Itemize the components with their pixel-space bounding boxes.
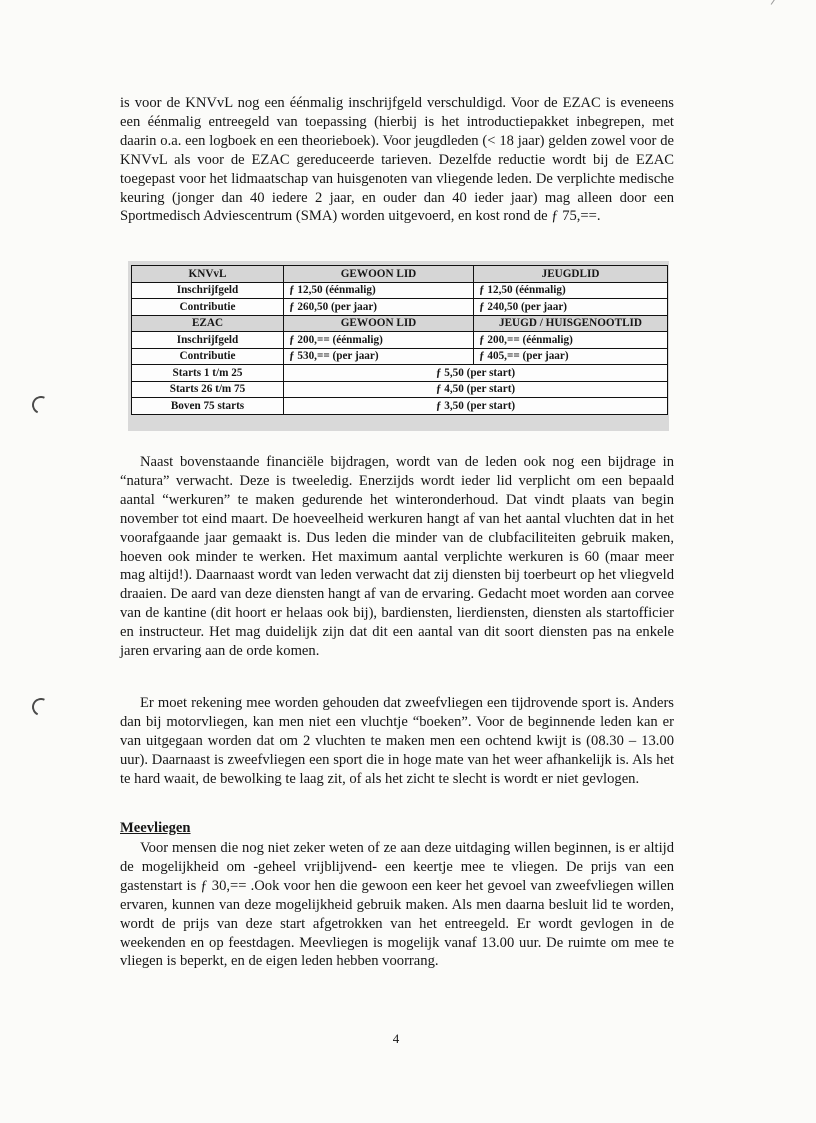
table-row-label: Starts 26 t/m 75 xyxy=(132,381,284,398)
table-row xyxy=(132,398,668,415)
table-cell: ƒ 3,50 (per start) xyxy=(284,398,668,415)
table-header-row xyxy=(132,266,668,283)
paragraph-guest-flights xyxy=(120,839,674,971)
table-row-label: Boven 75 starts xyxy=(132,398,284,415)
table-row xyxy=(132,348,668,365)
table-header-cell: GEWOON LID xyxy=(284,315,474,332)
table-row-label: Inschrijfgeld xyxy=(132,282,284,299)
table-row xyxy=(132,365,668,382)
table-cell: ƒ 12,50 (éénmalig) xyxy=(284,282,474,299)
table-cell: ƒ 5,50 (per start) xyxy=(284,365,668,382)
table-header-cell: EZAC xyxy=(132,315,284,332)
scan-mark xyxy=(771,0,791,14)
table-row xyxy=(132,299,668,316)
paragraph-fees-intro: is voor de KNVvL nog een éénmalig inschrijfgeld verschuldigd. Voor de EZAC is eveneens een éénmalig entreegeld van toepassing (hierbij is het introductiepakket inbegrepen, met daarin o.a. een logboek en een theorieboek). Voor jeugdleden (< 18 jaar) gelden zowel voor de KNVvL als voor de EZAC gereduceerde tarieven. Dezelfde reductie wordt bij de EZAC toegepast voor het lidmaatschap van huisgenoten van vliegende leden. De verplichte medische keuring (jonger dan 40 iedere 2 jaar, en ouder dan 40 ieder jaar) mag alleen door een Sportmedisch Adviescentrum (SMA) worden uitgevoerd, en kost rond de ƒ 75,==. xyxy=(120,95,674,225)
table-cell: ƒ 260,50 (per jaar) xyxy=(284,299,474,316)
table-cell: ƒ 200,== (éénmalig) xyxy=(284,332,474,349)
fee-table xyxy=(128,261,669,431)
table-cell: ƒ 405,== (per jaar) xyxy=(474,348,668,365)
table-header-row xyxy=(132,315,668,332)
table-row-label: Contributie xyxy=(132,348,284,365)
punch-hole xyxy=(29,695,52,718)
table-cell: ƒ 240,50 (per jaar) xyxy=(474,299,668,316)
table-header-cell: JEUGDLID xyxy=(474,266,668,283)
page-number: 4 xyxy=(392,1031,400,1046)
table-header-cell: JEUGD / HUISGENOOTLID xyxy=(474,315,668,332)
table-cell: ƒ 12,50 (éénmalig) xyxy=(474,282,668,299)
table-row-label: Starts 1 t/m 25 xyxy=(132,365,284,382)
section-heading: Meevliegen xyxy=(120,820,191,836)
table-row-label: Contributie xyxy=(132,299,284,316)
table-row xyxy=(132,381,668,398)
paragraph-text: Er moet rekening mee worden gehouden dat zweefvliegen een tijdrovende sport is. Anders dan bij motorvliegen, kan men niet een vluchtje “boeken”. Voor de beginnende leden kan er van uitgegaan worden dat om 2 vluchten te maken men een ochtend kwijt is (08.30 – 13.00 uur). Daarnaast is zweefvliegen een sport die in hoge mate van het weer afhankelijk is. Als het te hard waait, de bewolking te laag zit, of als het zicht te slecht is wordt er niet gevlogen. xyxy=(120,695,674,787)
paragraph-work-hours xyxy=(120,453,674,661)
table-header-cell: KNVvL xyxy=(132,266,284,283)
fee-table-grid xyxy=(131,265,668,415)
table-cell: ƒ 530,== (per jaar) xyxy=(284,348,474,365)
table-row-label: Inschrijfgeld xyxy=(132,332,284,349)
table-header-cell: GEWOON LID xyxy=(284,266,474,283)
paragraph-text: Voor mensen die nog niet zeker weten of ze aan deze uitdaging willen beginnen, is er altijd de mogelijkheid om -geheel vrijblijvend- een keertje mee te vliegen. De prijs van een gastenstart is ƒ 30,== .Ook voor hen die gewoon een keer het gevoel van zweefvliegen willen ervaren, kunnen van deze mogelijkheid gebruik maken. Als men daarna besluit lid te worden, wordt de prijs van deze start afgetrokken van het entreegeld. Er wordt gevlogen in de weekenden en op feestdagen. Meevliegen is mogelijk vanaf 13.00 uur. De ruimte om mee te vliegen is beperkt, en de eigen leden hebben voorrang. xyxy=(120,840,674,970)
paragraph-time-weather xyxy=(120,694,674,789)
paragraph-text: Naast bovenstaande financiële bijdragen, wordt van de leden ook nog een bijdrage in “natura” verwacht. Deze is tweeledig. Enerzijds wordt ieder lid verplicht om een bepaald aantal “werkuren” te maken gedurende het winteronderhoud. Dat vindt plaats van begin november tot eind maart. De hoeveelheid werkuren hangt af van het aantal vluchten dat in het voorafgaande jaar gemaakt is. Dus leden die minder van de clubfaciliteiten gebruik maken, hoeven ook minder te werken. Het maximum aantal verplichte werkuren is 60 (maar meer mag altijd!). Daarnaast wordt van leden verwacht dat zij diensten bij toerbeurt op het vliegveld draaien. De aard van deze diensten hangt af van de ervaring. Gedacht moet worden aan corvee van de kantine (dit hoort er helaas ook bij), bardiensten, lierdiensten, diensten als startofficier en instructeur. Het mag duidelijk zijn dat dit een aantal van dit soort diensten pas na enkele jaren ervaring aan de orde komen. xyxy=(120,454,674,660)
table-row xyxy=(132,332,668,349)
table-row xyxy=(132,282,668,299)
table-cell: ƒ 4,50 (per start) xyxy=(284,381,668,398)
table-cell: ƒ 200,== (éénmalig) xyxy=(474,332,668,349)
punch-hole xyxy=(29,393,52,416)
